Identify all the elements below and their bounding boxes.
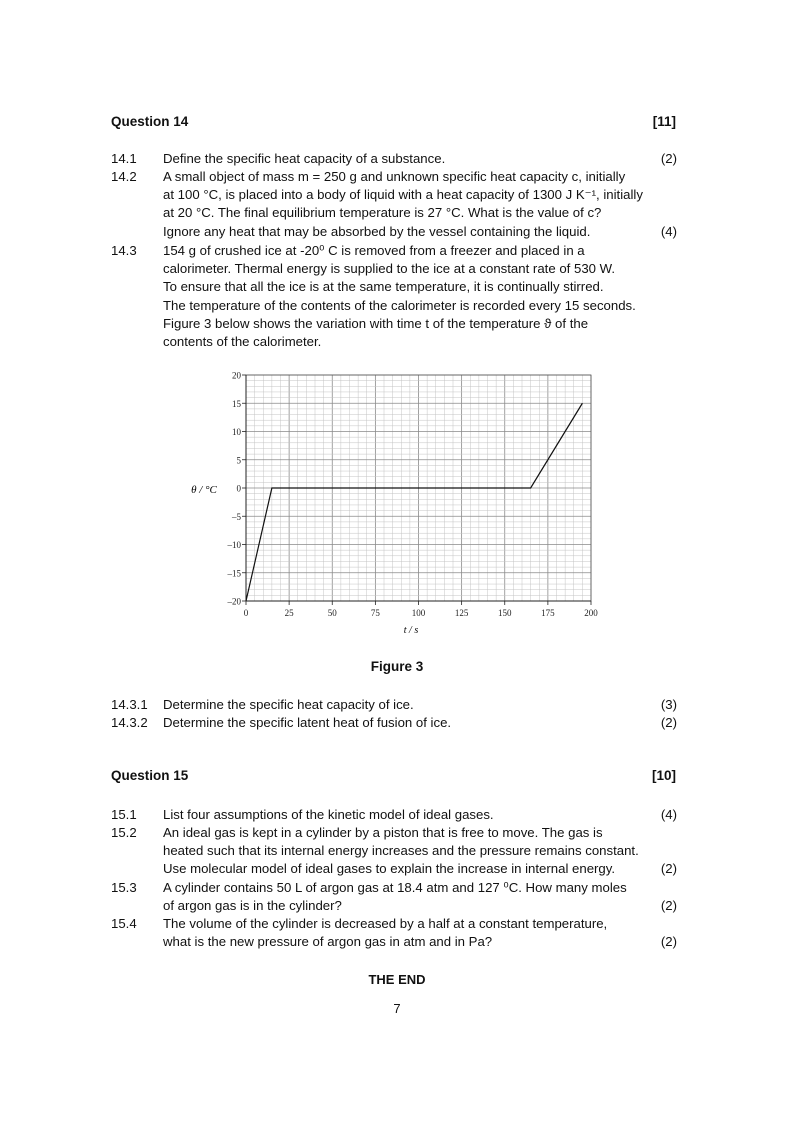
item-15-3 — [111, 879, 677, 917]
item-text: Determine the specific heat capacity of ice. — [163, 697, 414, 712]
chart-series — [246, 403, 582, 601]
item-text — [163, 879, 677, 915]
item-text: Determine the specific latent heat of fusion of ice. — [163, 715, 452, 730]
item-text — [163, 150, 677, 168]
item-text — [163, 824, 677, 879]
item-text — [163, 168, 677, 241]
item-number: 14.3.1 — [111, 697, 148, 712]
item-marks: (4) — [660, 223, 677, 239]
question-15-title: Question 15 — [111, 768, 189, 783]
item-line: of argon gas is in the cylinder? — [163, 898, 342, 914]
item-15-1 — [111, 806, 677, 824]
y-tick-label: 20 — [232, 370, 241, 381]
item-line: Use molecular model of ideal gases to explain the increase in internal energy. — [163, 861, 616, 877]
item-marks: (2) — [660, 934, 677, 950]
item-line: To ensure that all the ice is at the same temperature, it is continually stirred. — [163, 279, 604, 295]
question-15-header — [111, 768, 676, 783]
item-marks: (2) — [660, 898, 677, 914]
x-tick-label: 200 — [584, 608, 598, 618]
item-line: heated such that its internal energy increases and the pressure remains constant. — [163, 843, 639, 859]
x-tick-label: 50 — [327, 608, 337, 618]
item-14-3-1 — [111, 696, 677, 714]
y-tick-label: –5 — [232, 511, 241, 522]
x-tick-label: 125 — [454, 608, 469, 618]
item-number: 14.3.2 — [111, 715, 148, 730]
item-marks: (4) — [660, 807, 677, 822]
item-marks: (2) — [660, 715, 677, 730]
item-number: 15.4 — [111, 916, 137, 931]
item-text — [163, 806, 677, 824]
item-line: Define the specific heat capacity of a substance. — [163, 151, 446, 166]
item-line: what is the new pressure of argon gas in atm and in Pa? — [163, 934, 493, 950]
item-line: List four assumptions of the kinetic model of ideal gases. — [163, 807, 494, 822]
x-tick-label: 0 — [243, 608, 249, 618]
x-tick-label: 150 — [498, 608, 512, 618]
item-number: 15.2 — [111, 825, 137, 840]
item-line: The volume of the cylinder is decreased by a half at a constant temperature, — [163, 916, 608, 931]
question-14-total: [11] — [652, 114, 676, 129]
item-line: 154 g of crushed ice at -20⁰ C is removed from a freezer and placed in a — [163, 243, 585, 258]
item-line: A cylinder contains 50 L of argon gas at 18.4 atm and 127 ⁰C. How many moles — [163, 880, 627, 895]
x-tick-label: 75 — [370, 608, 380, 618]
item-14-3-2 — [111, 714, 677, 732]
item-15-2 — [111, 824, 677, 880]
item-text — [163, 915, 677, 951]
y-tick-label: –10 — [227, 540, 241, 550]
item-marks: (2) — [660, 151, 677, 166]
item-line: The temperature of the contents of the calorimeter is recorded every 15 seconds. — [163, 297, 636, 313]
temperature-time-chart — [170, 365, 620, 640]
item-line: at 20 °C. The final equilibrium temperature is 27 °C. What is the value of c? — [163, 205, 602, 221]
chart-y-axis-label: θ / °C — [191, 484, 217, 496]
question-15-total: [10] — [651, 768, 676, 783]
item-number: 15.3 — [111, 880, 137, 895]
y-tick-label: –15 — [227, 568, 241, 579]
temperature-line — [246, 403, 582, 601]
item-number: 14.2 — [111, 169, 137, 184]
item-14-2 — [111, 168, 677, 242]
item-line: at 100 °C, is placed into a body of liquid with a heat capacity of 1300 J K⁻¹, initially — [163, 187, 643, 203]
item-marks: (3) — [660, 697, 677, 712]
x-tick-label: 175 — [541, 608, 555, 618]
y-tick-label: 5 — [236, 455, 241, 466]
item-15-4 — [111, 915, 677, 953]
item-line: Ignore any heat that may be absorbed by the vessel containing the liquid. — [163, 223, 591, 239]
question-14-title: Question 14 — [111, 114, 189, 129]
item-text — [163, 242, 677, 351]
y-tick-label: 15 — [232, 398, 241, 409]
end-marker: THE END — [368, 972, 426, 987]
item-line: A small object of mass m = 250 g and unknown specific heat capacity c, initially — [163, 169, 626, 184]
item-line: Figure 3 below shows the variation with time t of the temperature ϑ of the — [163, 315, 589, 331]
question-14-header — [111, 114, 676, 129]
x-tick-label: 100 — [411, 608, 426, 618]
item-line: contents of the calorimeter. — [163, 334, 322, 350]
item-number: 14.1 — [111, 151, 137, 166]
x-tick-label: 25 — [284, 608, 294, 618]
y-tick-label: –20 — [227, 596, 241, 607]
item-number: 15.1 — [111, 807, 137, 822]
item-line: An ideal gas is kept in a cylinder by a piston that is free to move. The gas is — [163, 825, 603, 840]
item-14-3 — [111, 242, 677, 352]
item-line: calorimeter. Thermal energy is supplied to the ice at a constant rate of 530 W. — [163, 261, 616, 277]
figure-caption: Figure 3 — [370, 659, 424, 674]
chart-x-axis-label: t / s — [403, 625, 419, 636]
page-number: 7 — [393, 1001, 401, 1016]
item-number: 14.3 — [111, 243, 137, 258]
chart-ticks — [227, 371, 599, 619]
item-marks: (2) — [660, 861, 677, 877]
y-tick-label: 0 — [236, 483, 241, 494]
item-14-1 — [111, 150, 677, 168]
y-tick-label: 10 — [232, 427, 241, 437]
